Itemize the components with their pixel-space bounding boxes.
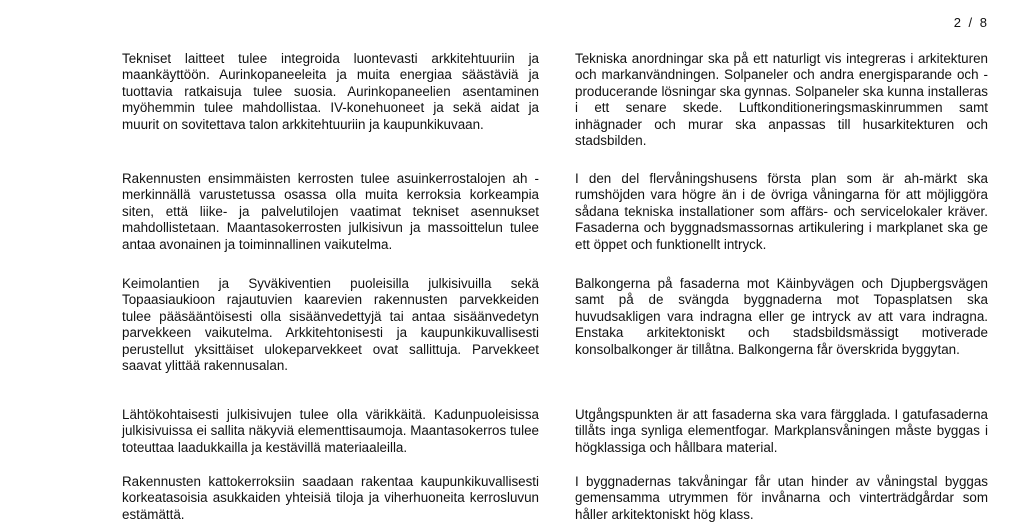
swedish-paragraph-ground-floors: I den del flervåningshusens första plan som är ah-märkt ska rumshöjden vara högre än i de övriga våningarna för att möjliggöra sådana tekniska installationer som affärs- och servicelokaler kräver. Fasaderna och byggnadsmassornas artikulering i markplanet ska ge ett öppet och funktionellt intryck.: [575, 171, 988, 252]
finnish-paragraph-roof-floors: Rakennusten kattokerroksiin saadaan rakentaa kaupunkikuvallisesti korkeatasoisia asukkaiden yhteisiä tiloja ja viherhuoneita kerrosluvun estämättä.: [122, 474, 539, 522]
swedish-paragraph-roof-floors: I byggnadernas takvåningar får utan hinder av våningstal byggas gemensamma utrymmen för invånarna och vinterträdgårdar som håller arkitektoniskt hög klass.: [575, 474, 988, 522]
finnish-paragraph-technical-equipment: Tekniset laitteet tulee integroida luontevasti arkkitehtuuriin ja maankäyttöön. Aurinkopaneeleita ja muita energiaa säästäviä ja tuottavia ratkaisuja tulee suosia. Aurinkopaneelien asentaminen myöhemmin tulee mahdollistaa. IV-konehuoneet ja sekä aidat ja muurit on sovitettava talon arkkitehtuuriin ja kaupunkikuvaan.: [122, 51, 539, 132]
swedish-paragraph-facades: Utgångspunkten är att fasaderna ska vara färgglada. I gatufasaderna tillåts inga synliga elementfogar. Markplansvåningen måste byggas i högklassiga och hållbara material.: [575, 407, 988, 455]
swedish-column: [575, 51, 988, 523]
finnish-paragraph-balconies: Keimolantien ja Syväkiventien puoleisilla julkisivuilla sekä Topaasiaukioon rajautuvien kaarevien rakennusten parvekkeiden tulee pääsääntöisesti olla sisäänvedettyjä tai antaa sisäänvedetyn parvekkeen vaikutelma. Arkkitehtonisesti ja kaupunkikuvallisesti perustellut yksittäiset ulokeparvekkeet ovat sallittuja. Parvekkeet saavat ylittää rakennusalan.: [122, 276, 539, 374]
swedish-paragraph-technical-equipment: Tekniska anordningar ska på ett naturligt vis integreras i arkitekturen och markanvändningen. Solpaneler och andra energisparande och -producerande lösningar ska gynnas. Solpaneler ska kunna installeras i ett senare skede. Luftkonditioneringsmaskinrummen samt inhägnader och murar ska anpassas till husarkitekturen och stadsbilden.: [575, 51, 988, 149]
finnish-paragraph-facades: Lähtökohtaisesti julkisivujen tulee olla värikkäitä. Kadunpuoleisissa julkisivuissa ei sallita näkyviä elementtisaumoja. Maantasokerros tulee toteuttaa laadukkailla ja kestävillä materiaaleilla.: [122, 407, 539, 455]
page-number: 2 / 8: [953, 15, 989, 30]
swedish-paragraph-balconies: Balkongerna på fasaderna mot Käinbyvägen och Djupbergsvägen samt på de svängda byggnaderna mot Topasplatsen ska huvudsakligen vara indragna eller ge intryck av att vara indragna. Enstaka arkitektoniskt och stadsbildsmässigt motiverade konsolbalkonger är tillåtna. Balkongerna får överskrida byggytan.: [575, 276, 988, 357]
finnish-column: [122, 51, 539, 523]
finnish-paragraph-ground-floors: Rakennusten ensimmäisten kerrosten tulee asuinkerrostalojen ah -merkinnällä varustetussa osassa olla muita kerroksia korkeampia siten, että liike- ja palvelutilojen vaatimat tekniset asennukset mahdollistetaan. Maantasokerrosten julkisivun ja massoittelun tulee antaa avonainen ja toiminnallinen vaikutelma.: [122, 171, 539, 252]
